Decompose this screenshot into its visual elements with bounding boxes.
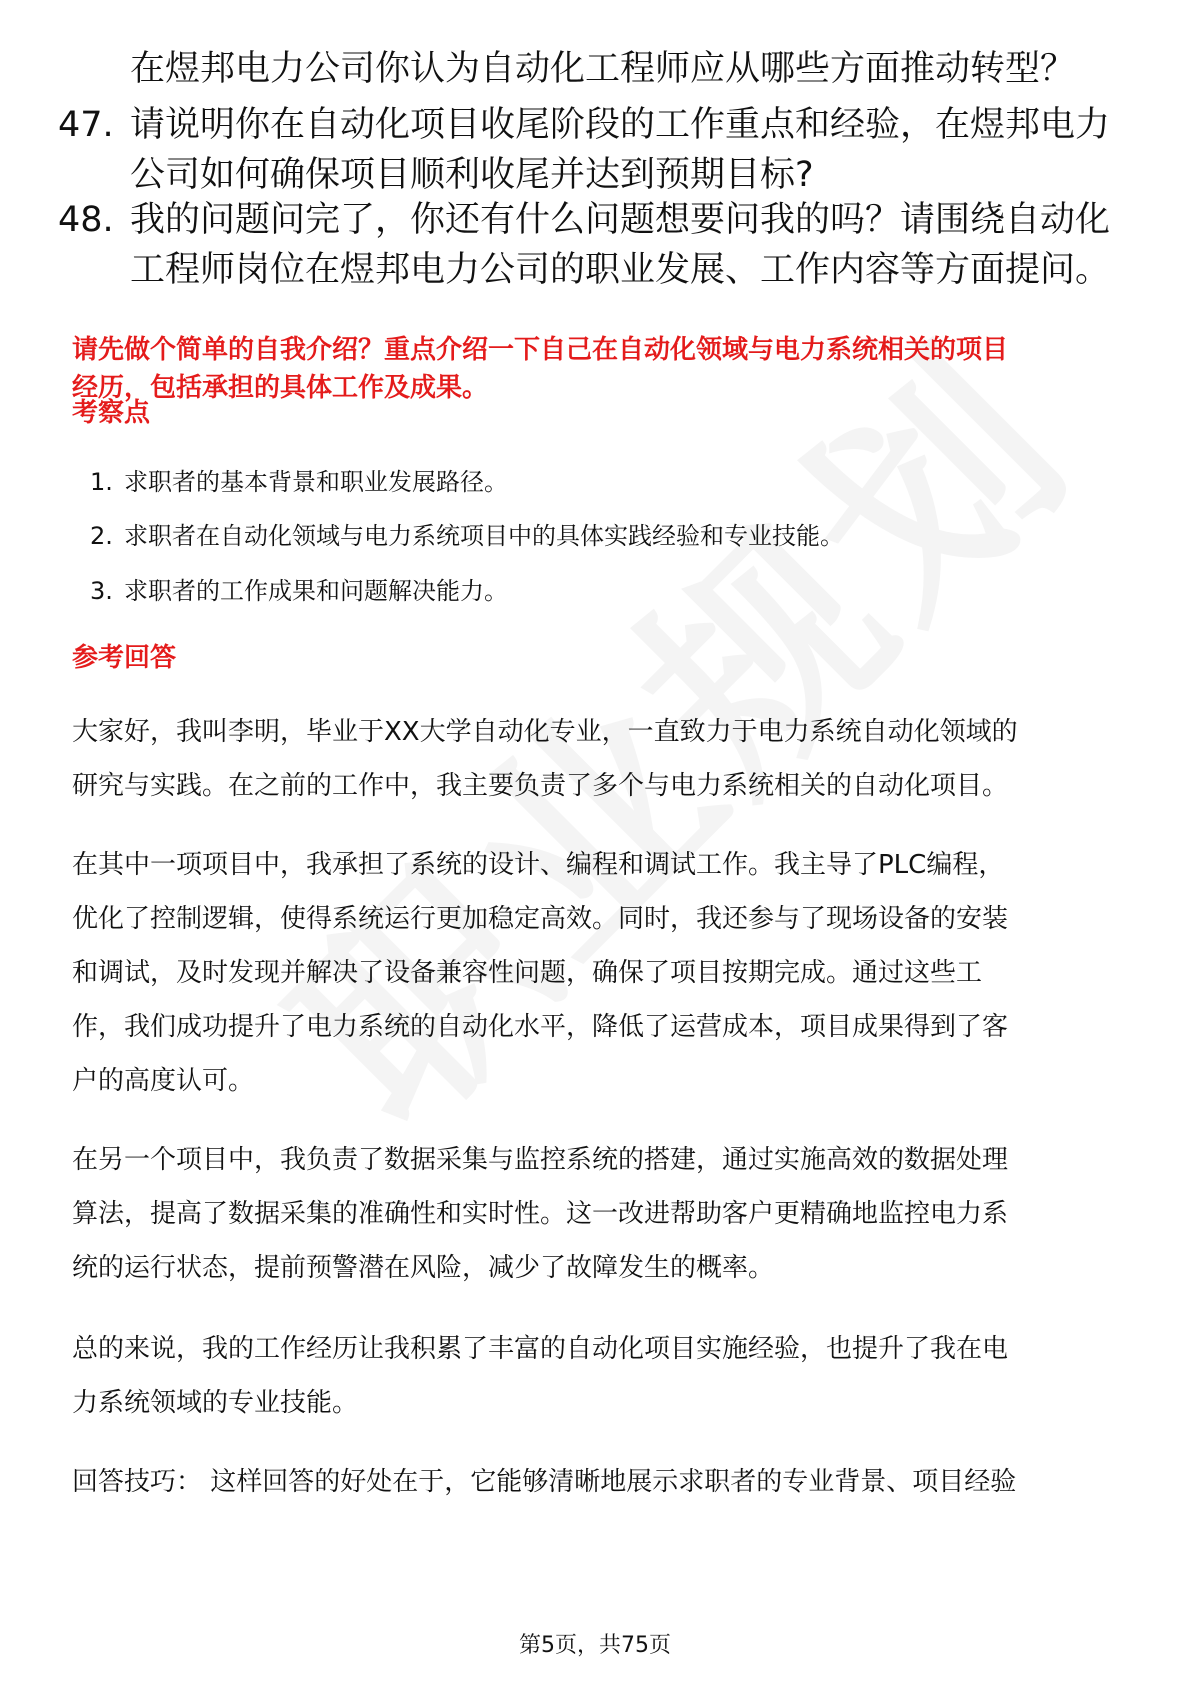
exam-point-text: 求职者在自动化领域与电力系统项目中的具体实践经验和专业技能。	[124, 522, 844, 550]
exam-points-heading: 考察点	[72, 398, 151, 428]
question-47	[58, 100, 1138, 200]
paragraph-line: 在另一个项目中，我负责了数据采集与监控系统的搭建，通过实施高效的数据处理	[72, 1145, 1009, 1175]
answer-tips: 回答技巧： 这样回答的好处在于，它能够清晰地展示求职者的专业背景、项目经验	[72, 1467, 1017, 1497]
question-line: 工程师岗位在煜邦电力公司的职业发展、工作内容等方面提问。	[130, 250, 1111, 290]
exam-point-number: 2.	[90, 522, 113, 550]
paragraph-line: 优化了控制逻辑，使得系统运行更加稳定高效。同时，我还参与了现场设备的安装	[72, 904, 1009, 934]
paragraph-line: 和调试，及时发现并解决了设备兼容性问题，确保了项目按期完成。通过这些工	[72, 958, 983, 988]
question-48	[58, 195, 1138, 295]
exam-point-text: 求职者的工作成果和问题解决能力。	[124, 577, 508, 605]
answer-paragraph-2	[72, 838, 1137, 1108]
question-line: 请先做个简单的自我介绍？重点介绍一下自己在自动化领域与电力系统相关的项目	[72, 335, 1009, 365]
question-line: 公司如何确保项目顺利收尾并达到预期目标?	[130, 155, 814, 195]
answer-paragraph-1	[72, 705, 1137, 813]
exam-point-text: 求职者的基本背景和职业发展路径。	[124, 468, 508, 496]
paragraph-line: 户的高度认可。	[72, 1066, 255, 1096]
paragraph-line: 大家好，我叫李明，毕业于XX大学自动化专业，一直致力于电力系统自动化领域的	[72, 717, 1018, 747]
question-line: 请说明你在自动化项目收尾阶段的工作重点和经验，在煜邦电力	[130, 105, 1111, 145]
paragraph-line: 作，我们成功提升了电力系统的自动化水平，降低了运营成本，项目成果得到了客	[72, 1012, 1009, 1042]
paragraph-line: 总的来说，我的工作经历让我积累了丰富的自动化项目实施经验，也提升了我在电	[72, 1334, 1009, 1364]
exam-point-item	[90, 573, 508, 609]
page-number: 第5页，共75页	[519, 1633, 671, 1658]
paragraph-line: 统的运行状态，提前预警潜在风险，减少了故障发生的概率。	[72, 1253, 775, 1283]
answer-paragraph-3	[72, 1133, 1137, 1295]
exam-point-number: 3.	[90, 577, 113, 605]
answer-heading: 参考回答	[72, 643, 177, 673]
question-46-continuation: 在煜邦电力公司你认为自动化工程师应从哪些方面推动转型？	[130, 49, 1076, 89]
exam-point-item	[90, 464, 508, 500]
exam-point-number: 1.	[90, 468, 113, 496]
question-number: 48.	[58, 200, 114, 240]
answer-paragraph-4	[72, 1322, 1137, 1430]
paragraph-line: 力系统领域的专业技能。	[72, 1388, 359, 1418]
exam-point-item	[90, 518, 844, 554]
paragraph-line: 算法，提高了数据采集的准确性和实时性。这一改进帮助客户更精确地监控电力系	[72, 1199, 1009, 1229]
question-line: 经历，包括承担的具体工作及成果。	[72, 373, 489, 403]
paragraph-line: 在其中一项项目中，我承担了系统的设计、编程和调试工作。我主导了PLC编程，	[72, 850, 1005, 880]
question-line: 我的问题问完了，你还有什么问题想要问我的吗？请围绕自动化	[130, 200, 1111, 240]
interview-question	[72, 331, 1132, 407]
paragraph-line: 研究与实践。在之前的工作中，我主要负责了多个与电力系统相关的自动化项目。	[72, 771, 1009, 801]
question-number: 47.	[58, 105, 114, 145]
